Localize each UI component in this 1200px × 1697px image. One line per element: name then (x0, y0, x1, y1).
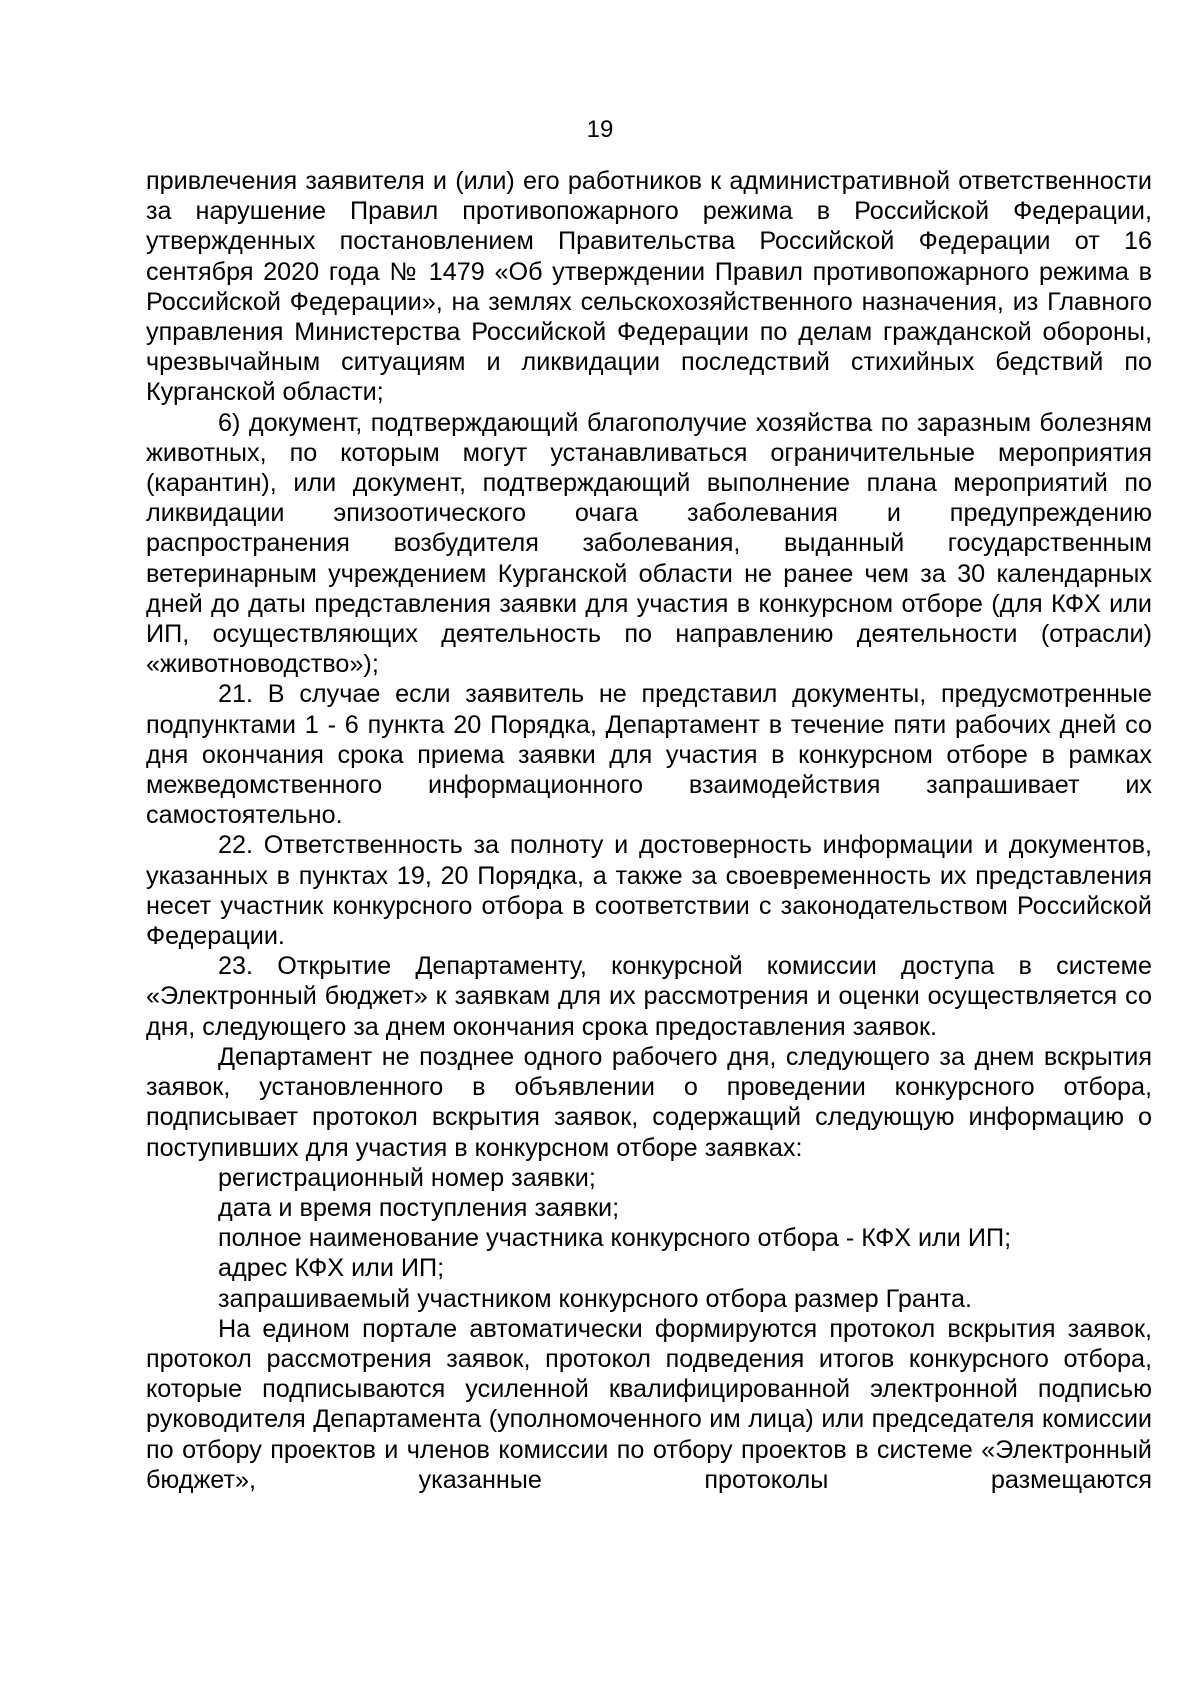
list-item: дата и время поступления заявки; (218, 1193, 620, 1222)
paragraph-department-protocol: Департамент не позднее одного рабочего дня, следующего за днем вскрытия заявок, установленного в объявлении о проведении конкурсного отбора, подписывает протокол вскрытия заявок, содержащий следующую информацию о поступивших для участия в конкурсном отборе заявках: (146, 1042, 1152, 1162)
paragraph-item-6: 6) документ, подтверждающий благополучие хозяйства по заразным болезням животных, по которым могут устанавливаться ограничительные мероприятия (карантин), или документ, подтверждающий выполнение плана мероприятий по ликвидации эпизоотического очага заболевания и предупреждению распространения возбудителя заболевания, выданный государственным ветеринарным учреждением Курганской области не ранее чем за 30 календарных дней до даты представления заявки для участия в конкурсном отборе (для КФХ или ИП, осуществляющих деятельность по направлению деятельности (отрасли) «животноводство»); (146, 408, 1152, 679)
list-item: полное наименование участника конкурсного отбора - КФХ или ИП; (218, 1224, 1012, 1253)
paragraph-21: 21. В случае если заявитель не представил документы, предусмотренные подпунктами 1 - 6 пункта 20 Порядка, Департамент в течение пяти рабочих дней со дня окончания срока приема заявки для участия в конкурсном отборе в рамках межведомственного информационного взаимодействия запрашивает их самостоятельно. (146, 680, 1152, 830)
list-item: регистрационный номер заявки; (218, 1163, 596, 1192)
paragraph-23: 23. Открытие Департаменту, конкурсной комиссии доступа в системе «Электронный бюджет» к заявкам для их рассмотрения и оценки осуществляется со дня, следующего за днем окончания срока предоставления заявок. (146, 952, 1152, 1041)
paragraph-22: 22. Ответственность за полноту и достоверность информации и документов, указанных в пунктах 19, 20 Порядка, а также за своевременность их представления несет участник конкурсного отбора в соответствии с законодательством Российской Федерации. (146, 831, 1152, 951)
document-body (146, 166, 1152, 1495)
list-item: адрес КФХ или ИП; (218, 1254, 445, 1283)
paragraph-continuation: привлечения заявителя и (или) его работников к административной ответственности за нарушение Правил противопожарного режима в Российской Федерации, утвержденных постановлением Правительства Российской Федерации от 16 сентября 2020 года № 1479 «Об утверждении Правил противопожарного режима в Российской Федерации», на землях сельскохозяйственного назначения, из Главного управления Министерства Российской Федерации по делам гражданской обороны, чрезвычайным ситуациям и ликвидации последствий стихийных бедствий по Курганской области; (146, 167, 1152, 407)
list-item: запрашиваемый участником конкурсного отбора размер Гранта. (218, 1284, 973, 1313)
paragraph-unified-portal: На едином портале автоматически формируются протокол вскрытия заявок, протокол рассмотрения заявок, протокол подведения итогов конкурсного отбора, которые подписываются усиленной квалифицированной электронной подписью руководителя Департамента (уполномоченного им лица) или председателя комиссии по отбору проектов и членов комиссии по отбору проектов в системе «Электронный бюджет», указанные протоколы размещаются (146, 1314, 1152, 1494)
page-number: 19 (586, 116, 614, 143)
